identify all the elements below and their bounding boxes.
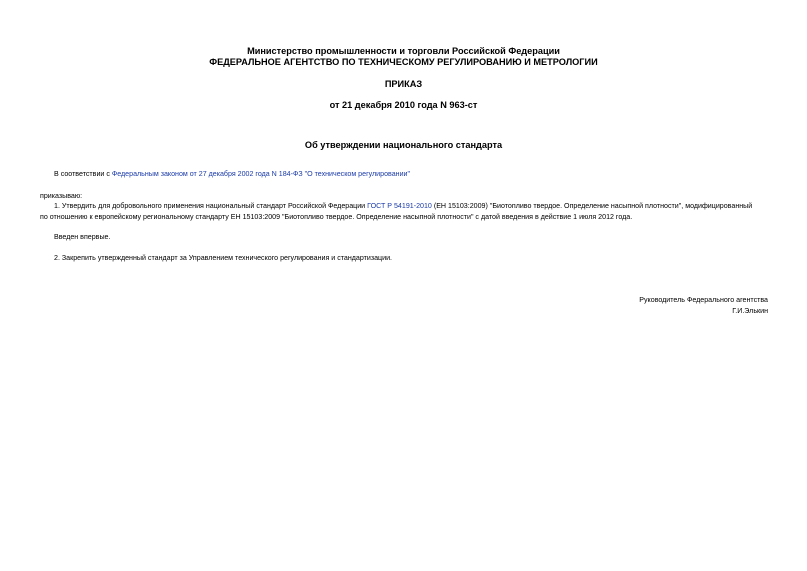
- item-1-line-1: [40, 201, 772, 212]
- order-subject: Об утверждении национального стандарта: [304, 140, 503, 150]
- order-title: ПРИКАЗ: [384, 79, 423, 89]
- introduced-note: Введен впервые.: [54, 233, 111, 241]
- preamble-paragraph: [40, 169, 786, 180]
- item-1-text-after: (ЕН 15103:2009) "Биотопливо твердое. Определение насыпной плотности", модифицированный: [431, 202, 753, 210]
- order-date: от 21 декабря 2010 года N 963-ст: [329, 100, 478, 110]
- signature-position: Руководитель Федерального агентства: [639, 296, 768, 304]
- item-1-paragraph: [40, 201, 772, 223]
- item-1-line-2: по отношению к европейскому региональному стандарту ЕН 15103:2009 "Биотопливо твердое. Определение насыпной плотности" с датой введения в действие 1 июля 2012 года.: [40, 213, 633, 221]
- document-header: [0, 46, 807, 68]
- decree-word: приказываю:: [40, 192, 83, 200]
- item-1-text-before: 1. Утвердить для добровольного применения национальный стандарт Российской Федерации: [54, 202, 368, 210]
- gost-link[interactable]: ГОСТ Р 54191-2010: [367, 202, 432, 210]
- agency-name: ФЕДЕРАЛЬНОЕ АГЕНТСТВО ПО ТЕХНИЧЕСКОМУ РЕГУЛИРОВАНИЮ И МЕТРОЛОГИИ: [209, 57, 598, 67]
- preamble-prefix: В соответствии с: [54, 170, 112, 178]
- ministry-name: Министерство промышленности и торговли Российской Федерации: [247, 46, 560, 56]
- item-2-paragraph: 2. Закрепить утвержденный стандарт за Управлением технического регулирования и стандартизации.: [54, 254, 393, 262]
- signature-name: Г.И.Элькин: [732, 307, 768, 315]
- federal-law-link[interactable]: Федеральным законом от 27 декабря 2002 года N 184-ФЗ "О техническом регулировании": [111, 170, 411, 178]
